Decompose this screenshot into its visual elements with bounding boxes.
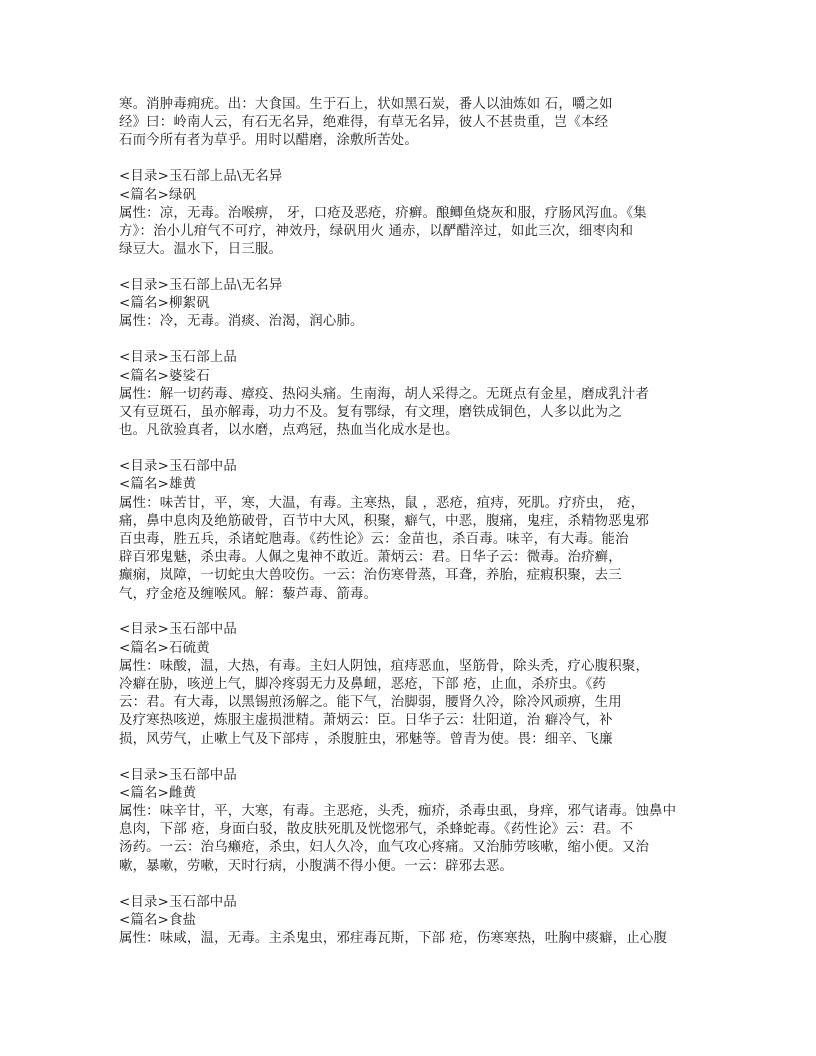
text-line: 寒。消肿毒痈疣。出：大食国。生于石上，状如黑石炭，番人以油炼如 石，嚼之如 [119, 97, 613, 112]
entry-posuoshi [119, 349, 719, 440]
paragraph-gap [119, 876, 719, 894]
text-line: 汤药。一云：治乌癞疮，杀虫，妇人久冷，血气攻心疼痛。又治肺劳咳嗽，缩小便。又治 [119, 840, 650, 856]
catalog-heading: <目录>玉石部上品\无名异 [119, 169, 283, 185]
entry-title: <篇名>雄黄 [119, 477, 197, 493]
text-line: 属性：味苦甘，平，寒，大温，有毒。主寒热，鼠 ，恶疮，疽痔，死肌。疗疥虫， 疮， [119, 495, 645, 511]
text-line: 绿豆大。温水下，日三服。 [119, 242, 283, 258]
catalog-heading: <目录>玉石部中品 [119, 622, 237, 638]
catalog-heading: <目录>玉石部上品 [119, 350, 237, 366]
entry-shiliuhuang [119, 621, 719, 748]
text-line: 属性：解一切药毒、瘴疫、热闷头痛。生南海，胡人采得之。无斑点有金星，磨成乳汁者 [119, 386, 650, 402]
entry-lufan [119, 168, 719, 259]
catalog-heading: <目录>玉石部中品 [119, 767, 237, 783]
entry-title: <篇名>柳絮矾 [119, 296, 210, 312]
text-line: 石而今所有者为草乎。用时以醋磨，涂敷所苦处。 [119, 133, 418, 149]
text-line: 属性：味酸，温，大热，有毒。主妇人阴蚀，疽痔恶血，坚筋骨，除头秃，疗心腹积聚， [119, 658, 650, 674]
text-line: 又有豆斑石，虽亦解毒，功力不及。复有鄂绿，有文理，磨铁成铜色，人多以此为之 [119, 405, 622, 421]
text-line: 冷癖在胁，咳逆上气，脚冷疼弱无力及鼻衄，恶疮，下部 疮，止血，杀疥虫。《药 [119, 677, 607, 693]
text-line: 属性：味辛甘，平，大寒，有毒。主恶疮，头秃，痂疥，杀毒虫虱，身痒，邪气诸毒。蚀鼻中 [119, 803, 677, 819]
intro-fragment [119, 96, 719, 151]
paragraph-gap [119, 259, 719, 277]
entry-cihuang [119, 767, 719, 876]
entry-liuxufan [119, 277, 719, 332]
paragraph-gap [119, 749, 719, 767]
paragraph-gap [119, 151, 719, 169]
entry-shiyan [119, 894, 719, 949]
text-line: 及疗寒热咳逆，炼服主虚损泄精。萧炳云：臣。日华子云：壮阳道，治 癖冷气，补 [119, 713, 613, 729]
text-line: 嗽，暴嗽，劳嗽，天时行病，小腹满不得小便。一云：辟邪去恶。 [119, 858, 514, 874]
text-line: 息肉，下部 疮，身面白驳，散皮肤死肌及恍惚邪气，杀蜂蛇毒。《药性论》云：君。不 [119, 822, 634, 838]
text-line: 云：君。有大毒，以黑锡煎汤解之。能下气，治脚弱，腰肾久冷，除冷风顽痹，生用 [119, 695, 622, 711]
text-line: 痛，鼻中息肉及绝筋破骨，百节中大风，积聚，癖气，中恶，腹痛，鬼疰，杀精物恶鬼邪 [119, 513, 650, 529]
entry-title: <篇名>绿矾 [119, 187, 197, 203]
text-line: 经》曰：岭南人云，有石无名异，绝难得，有草无名异，彼人不甚贵重，岂《本经 [119, 115, 609, 131]
entry-title: <篇名>婆娑石 [119, 368, 210, 384]
text-line: 也。凡欲验真者，以水磨，点鸡冠，热血当化成水是也。 [119, 423, 459, 439]
text-line: 属性：凉，无毒。治喉痹， 牙，口疮及恶疮，疥癣。酿鲫鱼烧灰和服，疗肠风泻血。《集 [119, 205, 647, 221]
entry-title: <篇名>食盐 [119, 912, 197, 928]
paragraph-gap [119, 440, 719, 458]
text-line: 损，风劳气，止嗽上气及下部痔 ，杀腹脏虫，邪魅等。曾青为使。畏：细辛、飞廉 [119, 731, 613, 747]
text-line: 百虫毒，胜五兵，杀诸蛇虺毒。《药性论》云：金苗也，杀百毒。味辛，有大毒。能治 [119, 531, 629, 547]
text-line: 方》：治小儿疳气不可疗，神效丹，绿矾用火 通赤，以酽醋淬过，如此三次，细枣肉和 [119, 223, 634, 239]
document-page [119, 96, 719, 948]
catalog-heading: <目录>玉石部中品 [119, 459, 237, 475]
text-line: 属性：冷，无毒。消痰、治渴，润心肺。 [119, 314, 364, 330]
text-line: 属性：味咸，温，无毒。主杀鬼虫，邪疰毒瓦斯，下部 疮，伤寒寒热，吐胸中痰癖，止心腹 [119, 930, 668, 946]
text-line: 癫痫，岚障，一切蛇虫大兽咬伤。一云：治伤寒骨蒸，耳聋，养胎，症瘕积聚，去三 [119, 568, 622, 584]
entry-title: <篇名>雌黄 [119, 785, 197, 801]
entry-title: <篇名>石硫黄 [119, 640, 210, 656]
catalog-heading: <目录>玉石部上品\无名异 [119, 278, 283, 294]
paragraph-gap [119, 604, 719, 622]
text-line: 气，疗金疮及缠喉风。解：藜芦毒、箭毒。 [119, 586, 378, 602]
text-line: 辟百邪鬼魅，杀虫毒。人佩之鬼神不敢近。萧炳云：君。日华子云：微毒。治疥癣， [119, 550, 622, 566]
entry-xionghuang [119, 458, 719, 604]
catalog-heading: <目录>玉石部中品 [119, 894, 237, 910]
paragraph-gap [119, 332, 719, 350]
